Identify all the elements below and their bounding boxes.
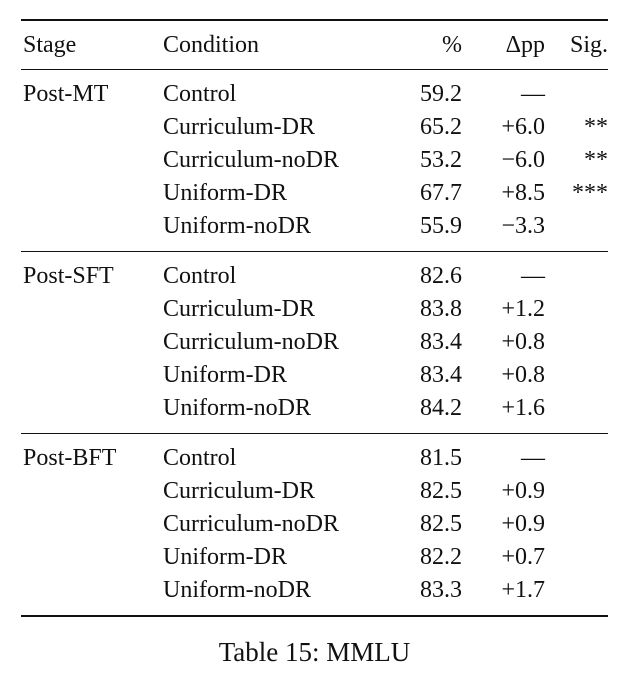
- delta-cell: +0.8: [501, 362, 545, 388]
- table-row: [21, 475, 608, 508]
- delta-cell: +6.0: [501, 114, 545, 140]
- delta-cell: −3.3: [501, 213, 545, 239]
- sig-cell: [551, 475, 608, 508]
- percent-cell: 82.2: [420, 544, 462, 570]
- table-row: [21, 574, 608, 616]
- condition-cell: Uniform-DR: [163, 362, 287, 388]
- stage-cell: [21, 392, 161, 434]
- table-row: [21, 508, 608, 541]
- condition-cell: Control: [163, 445, 237, 471]
- percent-cell: 83.8: [420, 296, 462, 322]
- table-row: [21, 144, 608, 177]
- stage-cell: Post-BFT: [23, 445, 117, 471]
- percent-cell: 59.2: [420, 81, 462, 107]
- percent-cell: 82.6: [420, 263, 462, 289]
- percent-cell: 83.4: [420, 329, 462, 355]
- sig-cell: [551, 541, 608, 574]
- delta-cell: −6.0: [501, 147, 545, 173]
- condition-cell: Uniform-DR: [163, 544, 287, 570]
- percent-cell: 53.2: [420, 147, 462, 173]
- delta-cell: —: [521, 445, 545, 471]
- delta-cell: +1.7: [501, 577, 545, 603]
- percent-cell: 83.4: [420, 362, 462, 388]
- sig-cell: [551, 359, 608, 392]
- percent-cell: 65.2: [420, 114, 462, 140]
- stage-cell: [21, 359, 161, 392]
- delta-cell: —: [521, 81, 545, 107]
- condition-cell: Curriculum-DR: [163, 478, 315, 504]
- percent-cell: 67.7: [420, 180, 462, 206]
- condition-cell: Uniform-DR: [163, 180, 287, 206]
- percent-cell: 82.5: [420, 478, 462, 504]
- stage-cell: [21, 574, 161, 616]
- group-post-sft: [21, 252, 608, 434]
- header-percent: %: [442, 31, 462, 58]
- stage-cell: [21, 541, 161, 574]
- sig-cell: **: [584, 114, 608, 140]
- condition-cell: Curriculum-noDR: [163, 511, 339, 537]
- header-condition: Condition: [163, 31, 260, 58]
- sig-cell: [551, 293, 608, 326]
- condition-cell: Control: [163, 263, 237, 289]
- percent-cell: 83.3: [420, 577, 462, 603]
- delta-cell: —: [521, 263, 545, 289]
- sig-cell: [551, 252, 608, 294]
- delta-cell: +0.9: [501, 511, 545, 537]
- delta-cell: +1.6: [501, 395, 545, 421]
- sig-cell: [551, 434, 608, 476]
- condition-cell: Curriculum-DR: [163, 296, 315, 322]
- stage-cell: [21, 177, 161, 210]
- sig-cell: [551, 392, 608, 434]
- percent-cell: 84.2: [420, 395, 462, 421]
- stage-cell: [21, 326, 161, 359]
- table-row: [21, 392, 608, 434]
- condition-cell: Curriculum-noDR: [163, 147, 339, 173]
- table-row: [21, 70, 608, 112]
- percent-cell: 81.5: [420, 445, 462, 471]
- stage-cell: [21, 475, 161, 508]
- delta-cell: +8.5: [501, 180, 545, 206]
- stage-cell: Post-SFT: [23, 263, 114, 289]
- table-row: [21, 434, 608, 476]
- delta-cell: +0.9: [501, 478, 545, 504]
- sig-cell: **: [584, 147, 608, 173]
- percent-cell: 55.9: [420, 213, 462, 239]
- table-row: [21, 210, 608, 252]
- sig-cell: [551, 508, 608, 541]
- sig-cell: ***: [572, 180, 608, 206]
- table-row: [21, 326, 608, 359]
- header-row: [21, 20, 608, 70]
- condition-cell: Uniform-noDR: [163, 577, 311, 603]
- sig-cell: [551, 574, 608, 616]
- stage-cell: [21, 508, 161, 541]
- table-row: [21, 541, 608, 574]
- group-post-bft: [21, 434, 608, 617]
- delta-cell: +0.8: [501, 329, 545, 355]
- group-post-mt: [21, 70, 608, 252]
- table-row: [21, 252, 608, 294]
- stage-cell: [21, 210, 161, 252]
- condition-cell: Control: [163, 81, 237, 107]
- sig-cell: [551, 326, 608, 359]
- results-table-container: [21, 19, 608, 617]
- header-stage: Stage: [23, 31, 77, 58]
- table-row: [21, 359, 608, 392]
- sig-cell: [551, 210, 608, 252]
- condition-cell: Curriculum-noDR: [163, 329, 339, 355]
- stage-cell: [21, 111, 161, 144]
- condition-cell: Curriculum-DR: [163, 114, 315, 140]
- results-table: [21, 19, 608, 617]
- header-significance: Sig.: [569, 31, 608, 58]
- percent-cell: 82.5: [420, 511, 462, 537]
- table-caption: Table 15: MMLU: [218, 637, 411, 667]
- table-row: [21, 293, 608, 326]
- stage-cell: [21, 144, 161, 177]
- condition-cell: Uniform-noDR: [163, 395, 311, 421]
- stage-cell: [21, 293, 161, 326]
- stage-cell: Post-MT: [23, 81, 109, 107]
- header-delta-pp: Δpp: [505, 31, 545, 58]
- table-row: [21, 111, 608, 144]
- table-row: [21, 177, 608, 210]
- sig-cell: [551, 70, 608, 112]
- delta-cell: +1.2: [501, 296, 545, 322]
- condition-cell: Uniform-noDR: [163, 213, 311, 239]
- delta-cell: +0.7: [501, 544, 545, 570]
